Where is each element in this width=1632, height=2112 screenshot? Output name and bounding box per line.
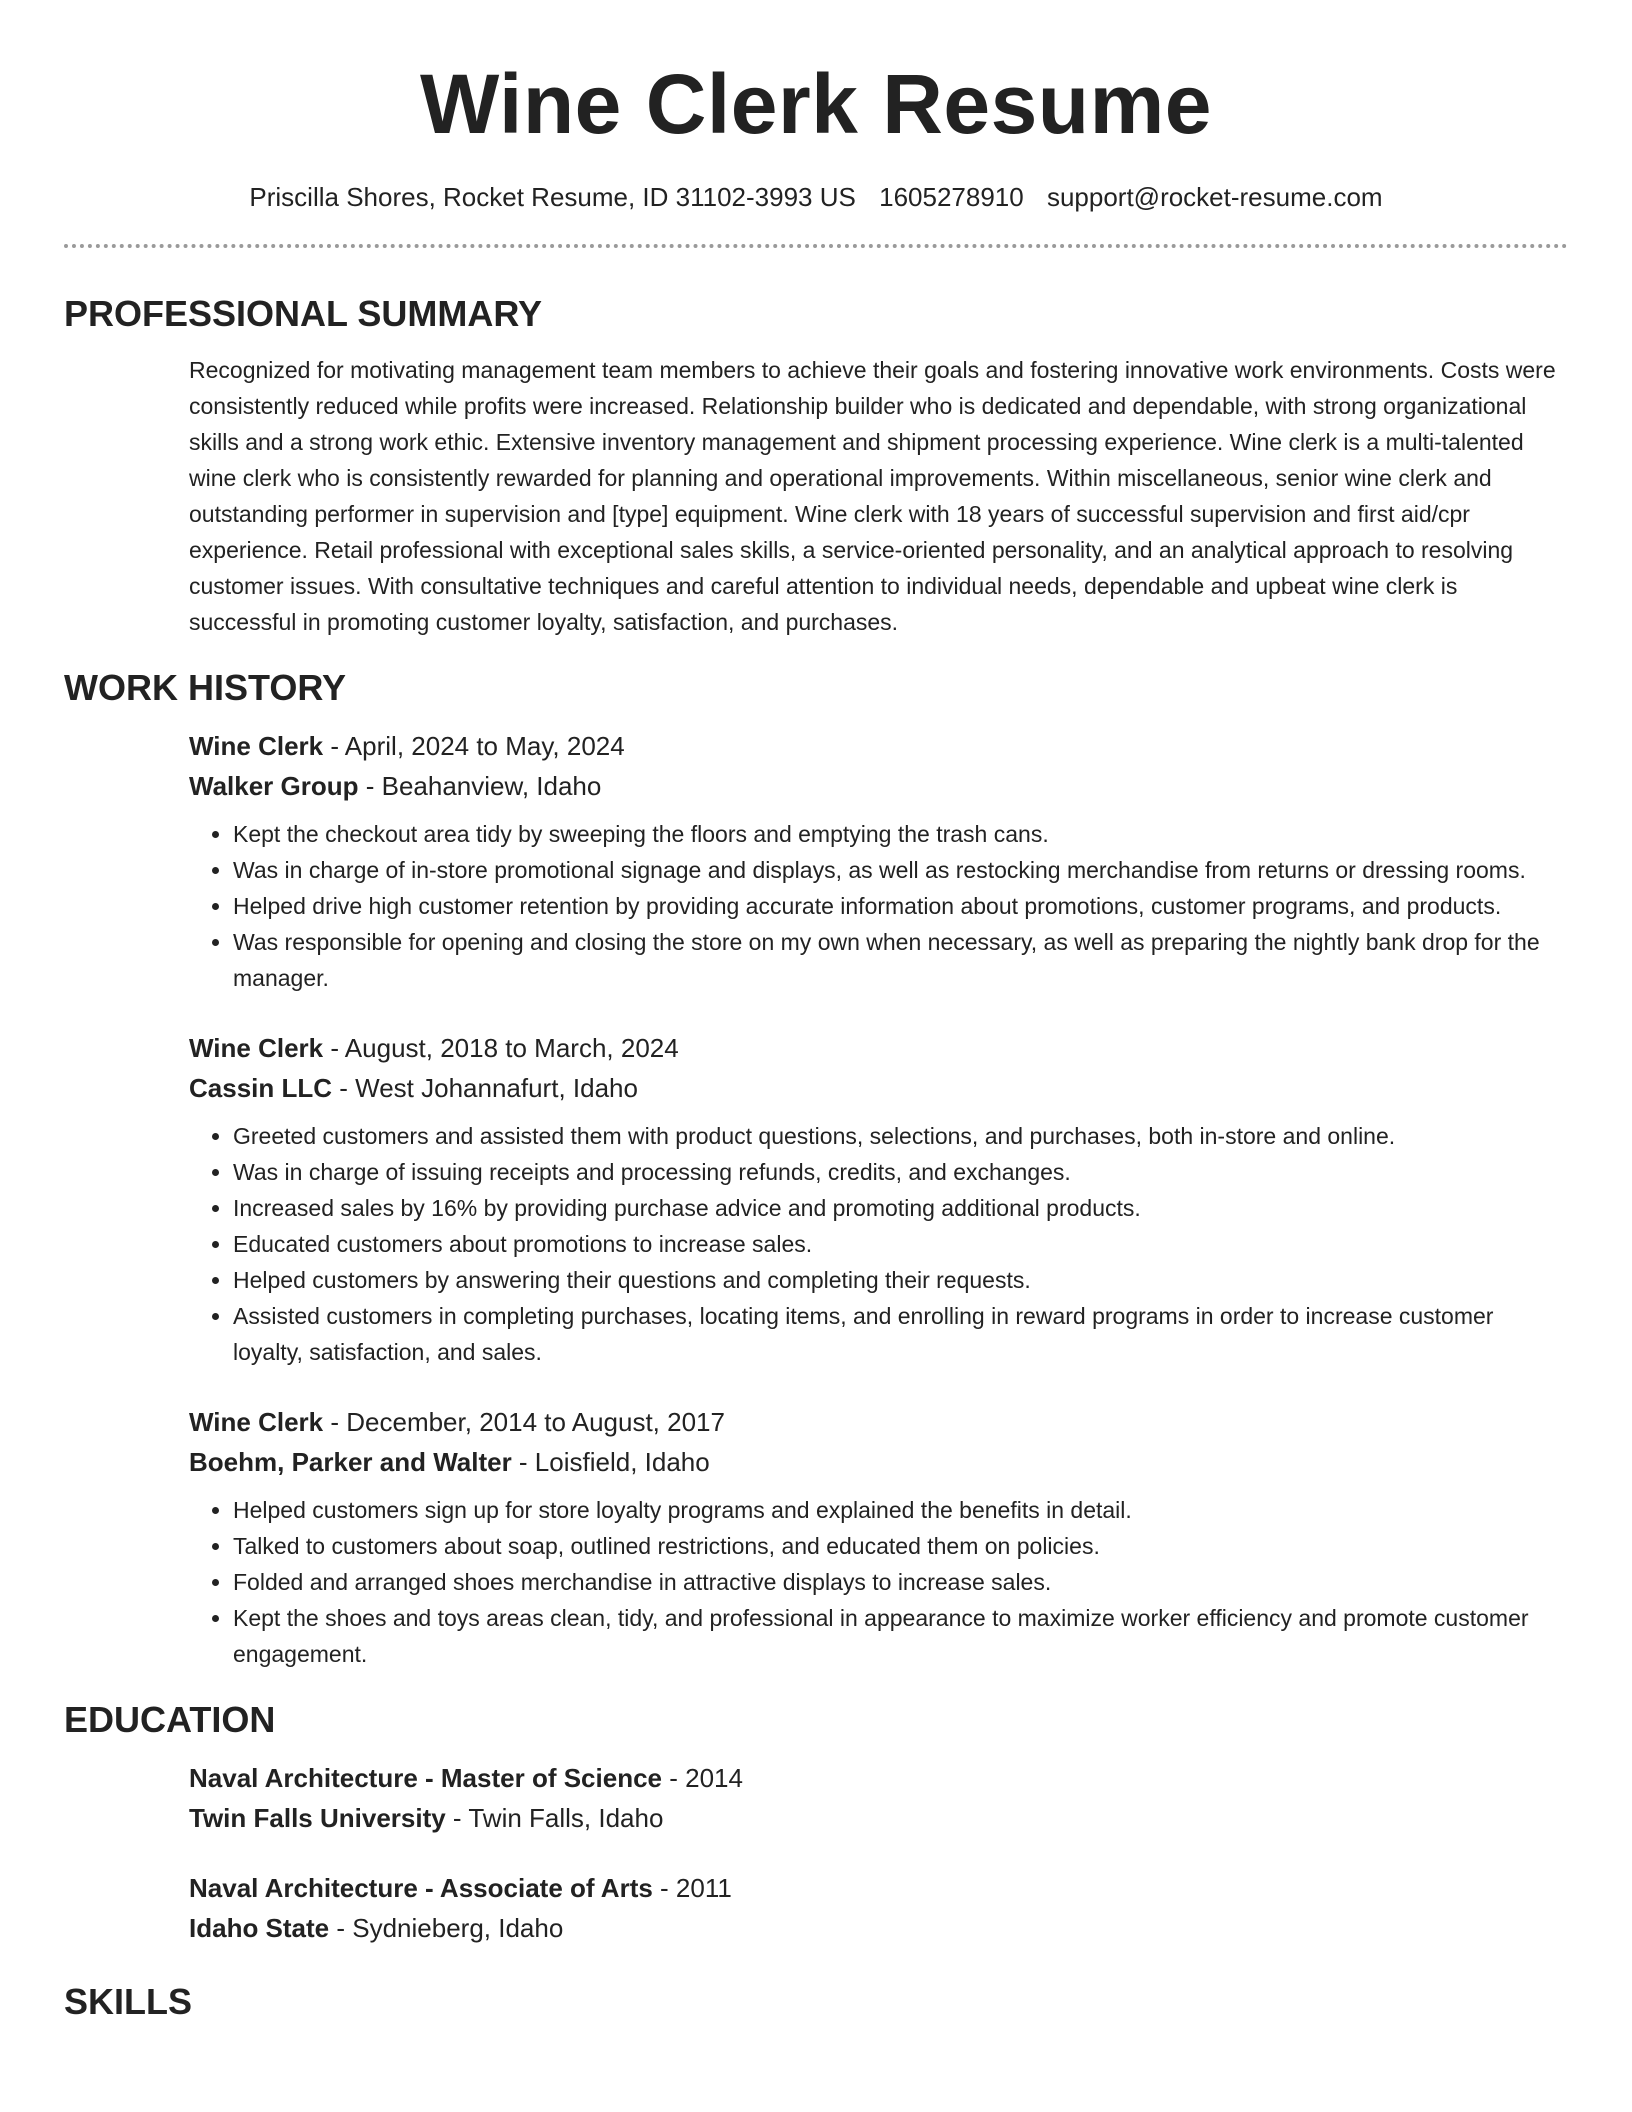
job-company: Walker Group — [189, 771, 359, 801]
list-item: • Increased sales by 16% by providing purchase advice and promoting additional products. — [233, 1190, 1568, 1226]
list-item: • Assisted customers in completing purchases, locating items, and enrolling in reward programs in order to increase customer loyalty, satisfaction, and sales. — [233, 1298, 1568, 1370]
job-bullets — [189, 1492, 1568, 1672]
job-location: - Beahanview, Idaho — [358, 771, 602, 801]
list-item: • Helped drive high customer retention by providing accurate information about promotions, customer programs, and products. — [233, 888, 1568, 924]
list-item: • Was responsible for opening and closing the store on my own when necessary, as well as preparing the nightly bank drop for the manager. — [233, 924, 1568, 996]
job-location: - Loisfield, Idaho — [511, 1447, 710, 1477]
job-title-line — [189, 1402, 1568, 1442]
header-divider — [64, 244, 1568, 248]
list-item: • Greeted customers and assisted them with product questions, selections, and purchases, both in-store and online. — [233, 1118, 1568, 1154]
job-location: - West Johannafurt, Idaho — [332, 1073, 638, 1103]
education-degree-line — [189, 1868, 1568, 1908]
job-bullets — [189, 1118, 1568, 1370]
job-company: Boehm, Parker and Walter — [189, 1447, 512, 1477]
list-item: • Kept the checkout area tidy by sweeping the floors and emptying the trash cans. — [233, 816, 1568, 852]
job-title: Wine Clerk — [189, 731, 324, 761]
education-school-line — [189, 1908, 1568, 1948]
education-school: Idaho State — [189, 1913, 330, 1943]
job-bullets — [189, 816, 1568, 996]
list-item: • Talked to customers about soap, outlined restrictions, and educated them on policies. — [233, 1528, 1568, 1564]
education-school-line — [189, 1798, 1568, 1838]
job-title: Wine Clerk — [189, 1033, 324, 1063]
contact-email: support@rocket-resume.com — [1046, 182, 1383, 212]
job-company-line — [189, 1442, 1568, 1482]
section-heading-education: EDUCATION — [64, 1699, 276, 1740]
list-item: • Was in charge of in-store promotional signage and displays, as well as restocking merchandise from returns or dressing rooms. — [233, 852, 1568, 888]
contact-line — [0, 180, 1632, 214]
section-heading-work-history: WORK HISTORY — [64, 667, 347, 708]
education-entry — [0, 1758, 1632, 1838]
job-title: Wine Clerk — [189, 1407, 324, 1437]
contact-phone: 1605278910 — [879, 182, 1024, 212]
summary-block — [0, 352, 1632, 640]
job-dates: - December, 2014 to August, 2017 — [323, 1407, 725, 1437]
job-dates: - August, 2018 to March, 2024 — [323, 1033, 679, 1063]
list-item: • Folded and arranged shoes merchandise in attractive displays to increase sales. — [233, 1564, 1568, 1600]
list-item: • Was in charge of issuing receipts and processing refunds, credits, and exchanges. — [233, 1154, 1568, 1190]
job-dates: - April, 2024 to May, 2024 — [323, 731, 625, 761]
list-item: • Helped customers sign up for store loyalty programs and explained the benefits in detail. — [233, 1492, 1568, 1528]
education-location: - Twin Falls, Idaho — [445, 1803, 664, 1833]
list-item: • Educated customers about promotions to increase sales. — [233, 1226, 1568, 1262]
job-title-line — [189, 1028, 1568, 1068]
resume-title: Wine Clerk Resume — [419, 57, 1213, 151]
education-degree: Naval Architecture - Associate of Arts — [189, 1873, 653, 1903]
list-item: • Kept the shoes and toys areas clean, tidy, and professional in appearance to maximize worker efficiency and promote customer engagement. — [233, 1600, 1568, 1672]
education-school: Twin Falls University — [189, 1803, 446, 1833]
section-heading-skills: SKILLS — [64, 1981, 193, 2022]
summary-text: Recognized for motivating management team members to achieve their goals and fostering innovative work environments. Costs were consistently reduced while profits were increased. Relationship builder who is dedicated and dependable, with strong organizational skills and a strong work ethic. Extensive inventory management and shipment processing experience. Wine clerk is a multi-talented wine clerk who is consistently rewarded for planning and operational improvements. Within miscellaneous, senior wine clerk and outstanding performer in supervision and [type] equipment. Wine clerk with 18 years of successful supervision and first aid/cpr experience. Retail professional with exceptional sales skills, a service-oriented personality, and an analytical approach to resolving customer issues. With consultative techniques and careful attention to individual needs, dependable and upbeat wine clerk is successful in promoting customer loyalty, satisfaction, and purchases. — [189, 357, 1556, 635]
education-location: - Sydnieberg, Idaho — [329, 1913, 564, 1943]
education-year: - 2014 — [662, 1763, 743, 1793]
job-company-line — [189, 766, 1568, 806]
education-entry — [0, 1868, 1632, 1948]
job-entry — [0, 726, 1632, 996]
job-company: Cassin LLC — [189, 1073, 333, 1103]
job-entry — [0, 1402, 1632, 1672]
contact-address: Priscilla Shores, Rocket Resume, ID 31102-3993 US — [249, 182, 856, 212]
education-degree-line — [189, 1758, 1568, 1798]
education-year: - 2011 — [652, 1873, 732, 1903]
job-title-line — [189, 726, 1568, 766]
education-degree: Naval Architecture - Master of Science — [189, 1763, 662, 1793]
job-entry — [0, 1028, 1632, 1370]
job-company-line — [189, 1068, 1568, 1108]
list-item: • Helped customers by answering their questions and completing their requests. — [233, 1262, 1568, 1298]
section-heading-summary: PROFESSIONAL SUMMARY — [64, 293, 543, 334]
